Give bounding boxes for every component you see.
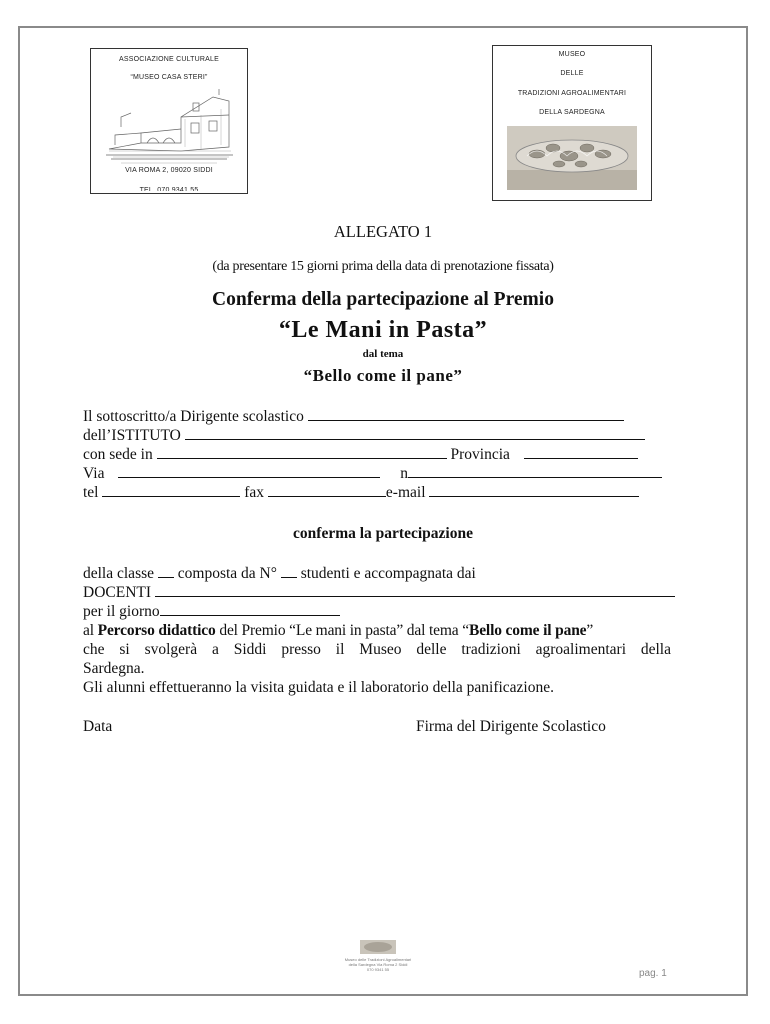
body-line-docenti (83, 584, 675, 602)
dirigente-label: Il sottoscritto/a Dirigente scolastico (83, 408, 304, 425)
percorso-prefix: al (83, 622, 94, 639)
sede-label: con sede in (83, 446, 153, 463)
dirigente-field[interactable] (308, 409, 624, 421)
percorso-tema: Bello come il pane (469, 622, 587, 639)
email-label: e-mail (385, 484, 426, 501)
data-label: Data (83, 718, 113, 735)
submission-note: (da presentare 15 giorni prima della data di prenotazione fissata) (212, 259, 554, 274)
tel-label: tel (83, 484, 99, 501)
docenti-field[interactable] (155, 585, 675, 597)
logo-left-address: VIA ROMA 2, 09020 SIDDI (125, 167, 213, 174)
form-line-sede (83, 446, 638, 464)
body-line-alunni: Gli alunni effettueranno la visita guidata e il laboratorio della panificazione. (83, 679, 554, 696)
percorso-didattico: Percorso didattico (97, 622, 216, 639)
percorso-middle: del Premio “Le mani in pasta” dal tema “ (219, 622, 469, 639)
via-label: Via (83, 465, 105, 482)
fax-field[interactable] (268, 485, 386, 497)
logo-casa-steri (90, 48, 248, 194)
logo-right-line1: MUSEO (558, 51, 586, 58)
provincia-field[interactable] (524, 447, 638, 459)
giorno-field[interactable] (160, 604, 340, 616)
logo-left-line2: “MUSEO CASA STERI” (130, 74, 208, 81)
istituto-label: dell’ISTITUTO (83, 427, 181, 444)
email-field[interactable] (429, 485, 639, 497)
page-number: pag. 1 (639, 968, 667, 979)
percorso-end: ” (586, 622, 594, 639)
numero-studenti-field[interactable] (281, 566, 297, 578)
numero-studenti-label: composta da N° (177, 565, 277, 582)
logo-right-line3: TRADIZIONI AGROALIMENTARI (517, 90, 627, 97)
premio-name: “Le Mani in Pasta” (278, 317, 488, 343)
body-line-percorso (83, 622, 593, 640)
footer-line3: 070 9341 55 (366, 967, 390, 972)
logo-left-line1: ASSOCIAZIONE CULTURALE (119, 56, 219, 63)
body-line-giorno (83, 603, 340, 621)
house-sketch-image (101, 87, 237, 169)
body-line-classe (83, 565, 476, 583)
logo-museo-tradizioni (492, 45, 652, 201)
footer-line1: Museo delle Tradizioni Agroalimentari (344, 957, 412, 962)
document-page (18, 26, 748, 996)
studenti-label: studenti e accompagnata dai (300, 565, 476, 582)
form-line-istituto (83, 427, 645, 445)
classe-field[interactable] (158, 566, 174, 578)
footer-line2: della Sardegna Via Roma 2 Siddi (348, 962, 408, 967)
firma-label: Firma del Dirigente Scolastico (416, 718, 606, 735)
via-field[interactable] (118, 466, 380, 478)
numero-field[interactable] (408, 466, 662, 478)
document-title: Conferma della partecipazione al Premio (212, 289, 554, 310)
form-line-via (83, 465, 662, 483)
docenti-label: DOCENTI (83, 584, 152, 601)
classe-label: della classe (83, 565, 155, 582)
form-line-contacts (83, 484, 639, 502)
body-line-sardegna: Sardegna. (83, 660, 145, 677)
conferma-heading: conferma la partecipazione (293, 525, 473, 542)
sede-field[interactable] (157, 447, 447, 459)
tema-title: “Bello come il pane” (303, 366, 463, 385)
logo-right-line2: DELLE (560, 70, 584, 77)
istituto-field[interactable] (185, 428, 645, 440)
tel-field[interactable] (102, 485, 240, 497)
allegato-heading: ALLEGATO 1 (333, 222, 433, 241)
footer-address (338, 957, 418, 972)
giorno-label: per il giorno (83, 603, 160, 620)
numero-label: n (400, 465, 408, 482)
body-line-svolgera: che si svolgerà a Siddi presso il Museo delle tradizioni agroalimentari della (83, 641, 671, 658)
footer-logo-image (360, 940, 396, 954)
provincia-label: Provincia (450, 446, 510, 463)
logo-left-phone: TEL. 070 9341 55 (139, 187, 199, 191)
fax-label: fax (244, 484, 265, 501)
logo-right-line4: DELLA SARDEGNA (539, 109, 605, 116)
bread-photo-image (507, 126, 637, 190)
form-line-dirigente (83, 408, 624, 426)
dal-tema-label: dal tema (362, 348, 404, 360)
